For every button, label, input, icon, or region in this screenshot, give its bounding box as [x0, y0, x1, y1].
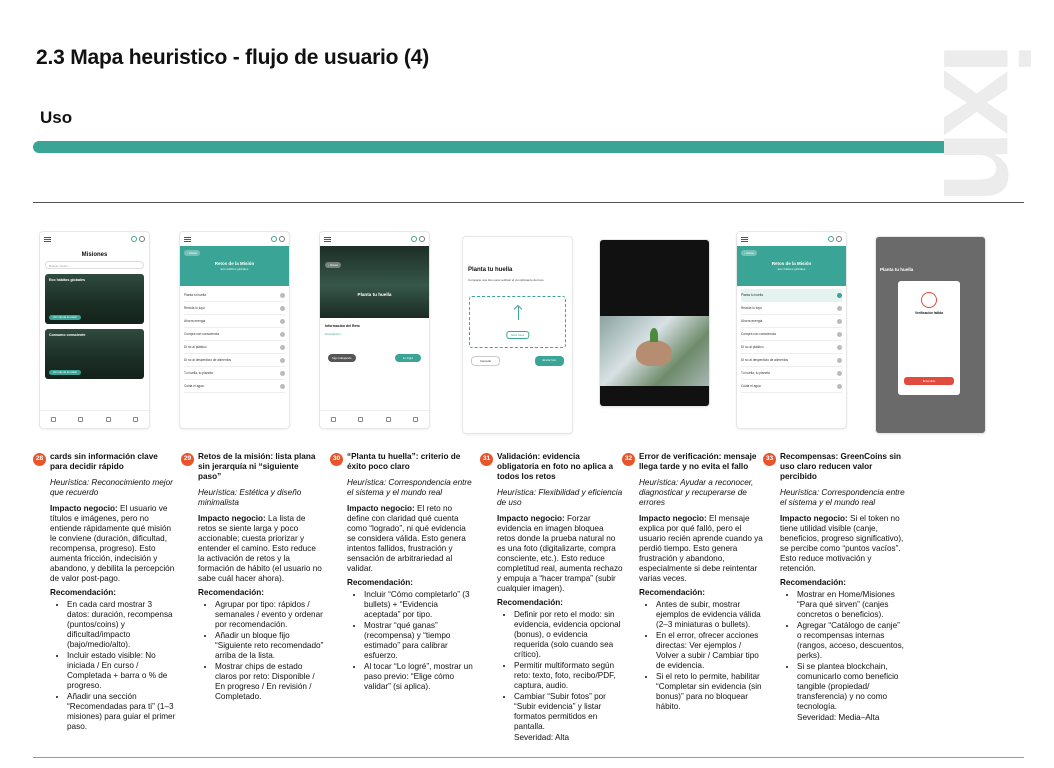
back-button[interactable]: ‹ Volver: [325, 262, 341, 268]
coin-icon[interactable]: [271, 236, 277, 242]
error-icon: [921, 292, 937, 308]
note-number: 32: [622, 453, 635, 466]
list-item[interactable]: Recicla lo tuyo: [741, 302, 842, 315]
status-icon: [280, 345, 285, 350]
home-icon[interactable]: [331, 417, 336, 422]
submit-photo-button[interactable]: Enviar foto: [535, 356, 564, 366]
note-31: 31 Validación: evidencia obligatoria en foto no aplica a todos los retos Heurística: Flexibilidad y eficiencia de uso Impacto negocio: Forzar evidencia en imagen bloquea retos donde la prueba natural no es una foto (digitalizarte, compra consciente, etc.). Esto reduce completitud real, aumenta rechazo y empuja a “hacer trampa” (subir cualquier imagen). Recomendación: • Definir por reto el modo: sin evidencia, evidencia opcional (bonus), o evidencia requerida (solo cuando sea crítico). • Permitir multiformato según reto: texto, foto, recibo/PDF, captura, audio. • Cambiar “Subir fotos” por “Subir evidencia” y listar formatos permitidos en pantalla. Severidad: Alta: [480, 452, 623, 743]
challenge-list: [180, 286, 289, 396]
status-icon: [280, 306, 285, 311]
profile-icon[interactable]: [133, 417, 138, 422]
bottom-nav: [40, 410, 149, 428]
list-item[interactable]: Compra con consciencia: [184, 328, 285, 341]
status-icon: [837, 306, 842, 311]
screen-subir-evidencia: Planta tu huella Comparte una foto para verificar el cumplimiento del reto Subir fotos Cancelar Enviar foto: [463, 237, 572, 433]
accent-bar: [33, 141, 991, 153]
profile-icon[interactable]: [279, 236, 285, 242]
section-label: Uso: [40, 108, 73, 127]
severity-label: Severidad: Media–Alta: [797, 713, 880, 722]
challenge-list: [737, 286, 846, 396]
status-icon: [280, 358, 285, 363]
list-item[interactable]: Planta tu huella: [741, 289, 842, 302]
upload-area[interactable]: [469, 296, 566, 348]
cancel-button[interactable]: Cancelar: [471, 356, 500, 366]
profile-icon[interactable]: [419, 236, 425, 242]
keep-working-button[interactable]: Sigo trabajando: [328, 354, 356, 362]
upload-arrow-icon: [518, 307, 519, 320]
screen-retos: [180, 232, 289, 428]
note-number: 31: [480, 453, 493, 466]
note-33: 33 Recompensas: GreenCoins sin uso claro reducen valor percibido Heurística: Correspondencia entre el sistema y el mundo real Impacto negocio: Si el token no tiene utilidad visible (canje, beneficios, progreso significativo), se percibe como “puntos vacíos”. Esto reduce motivación y retención. Recomendación: • Mostrar en Home/Misiones “Para qué sirven” (canjes concretos o beneficios). • Agregar “Catálogo de canje” o recompensas internas (rangos, acceso, descuentos, perks). • Si se plantea blockchain, comunicarlo como beneficio tangible (propiedad/ transferencia) y no como tecnología. Severidad: Media–Alta: [763, 452, 906, 723]
profile-icon[interactable]: [139, 236, 145, 242]
mission-header: ‹ Volver Retos de la Misión Eco hábitos globales: [737, 246, 846, 286]
status-icon: [837, 319, 842, 324]
check-icon: [837, 293, 842, 298]
coin-icon[interactable]: [411, 236, 417, 242]
divider-top: [33, 202, 1024, 203]
profile-icon[interactable]: [836, 236, 842, 242]
status-icon: [280, 319, 285, 324]
missions-icon[interactable]: [358, 417, 363, 422]
screen-reto-detalle: [320, 232, 429, 428]
menu-icon[interactable]: [184, 237, 191, 242]
status-icon: [280, 384, 285, 389]
list-item[interactable]: Di no al plástico: [184, 341, 285, 354]
screen-misiones: [40, 232, 149, 428]
note-number: 29: [181, 453, 194, 466]
mission-header: ‹ Volver Retos de la Misión Eco hábitos globales: [180, 246, 289, 286]
note-28: 28 cards sin información clave para decidir rápido Heurística: Reconocimiento mejor que recuerdo Impacto negocio: El usuario ve títulos e imágenes, pero no entiende rápidamente qué misión le conviene (duración, dificultad, recompensa, progreso). Esto aumenta fricción, indecisión y abandono, y debilita la percepción de valor post-pago. Recomendación: • En cada card mostrar 3 datos: duración, recompensa (puntos/coins) y dificultad/impacto (bajo/medio/alto). • Incluir estado visible: No iniciada / En curso / Completada + barra o % de progreso. • Añadir una sección “Recomendadas para ti” (1–3 misiones) para guiar el primer paso.: [33, 452, 176, 733]
screen-title: Misiones: [81, 252, 108, 258]
captured-photo: [600, 316, 709, 386]
list-item[interactable]: Cuida el agua: [741, 380, 842, 393]
status-icon: [280, 332, 285, 337]
coin-icon[interactable]: [131, 236, 137, 242]
list-item[interactable]: Recicla lo tuyo: [184, 302, 285, 315]
home-icon[interactable]: [51, 417, 56, 422]
list-item[interactable]: Compra con consciencia: [741, 328, 842, 341]
profile-icon[interactable]: [413, 417, 418, 422]
status-icon: [837, 358, 842, 363]
back-button[interactable]: ‹ Volver: [184, 250, 200, 256]
status-icon: [837, 332, 842, 337]
note-30: 30 “Planta tu huella”: criterio de éxito poco claro Heurística: Correspondencia entre el sistema y el mundo real Impacto negocio: El reto no define con claridad qué cuenta como “logrado”, ni qué evidencia se considera válida. Esto genera intentos fallidos, frustración y sensación de arbitrariedad al validar. Recomendación: • Incluir “Cómo completarlo” (3 bullets) + “Evidencia aceptada” por tipo. • Mostrar “qué ganas” (recompensa) y “tiempo estimado” para calibrar esfuerzo. • Al tocar “Lo logré”, mostrar un paso previo: “Elige cómo validar” (si aplica).: [330, 452, 473, 693]
brand-watermark: ixn: [918, 42, 1052, 198]
rewards-icon[interactable]: [106, 417, 111, 422]
upload-button[interactable]: Subir fotos: [506, 331, 529, 339]
screen-verificacion-fallida: Planta tu huella Verificación fallida Entendido: [876, 237, 985, 433]
list-item[interactable]: Di no al desperdicio de alimentos: [741, 354, 842, 367]
list-item[interactable]: Tu huella, tu planeta: [184, 367, 285, 380]
understood-button[interactable]: Entendido: [904, 377, 954, 385]
list-item[interactable]: Ahorra energía: [184, 315, 285, 328]
divider-bottom: [33, 757, 1024, 758]
mission-card-button[interactable]: Ver más de la misión: [49, 370, 81, 375]
note-32: 32 Error de verificación: mensaje llega tarde y no evita el fallo Heurística: Ayudar a reconocer, diagnosticar y recuperarse de errores Impacto negocio: El mensaje explica por qué falló, pero el usuario recién aprende cuando ya perdió tiempo. Esto genera frustración y abandono, especialmente si debe reintentar varias veces. Recomendación: • Antes de subir, mostrar ejemplos de evidencia válida (2–3 miniaturas o bullets). • En el error, ofrecer acciones directas: Ver ejemplos / Volver a subir / Cambiar tipo de evidencia. • Si el reto lo permite, habilitar “Completar sin evidencia (sin bonus)” para no bloquear hábito.: [622, 452, 765, 713]
bottom-nav: [320, 410, 429, 428]
search-input[interactable]: Buscar misión...: [45, 261, 144, 269]
screen-camara: [600, 240, 709, 406]
mission-card-button[interactable]: Ver más de la misión: [49, 315, 81, 320]
done-button[interactable]: Lo logré: [395, 354, 421, 362]
note-number: 30: [330, 453, 343, 466]
list-item[interactable]: Di no al desperdicio de alimentos: [184, 354, 285, 367]
menu-icon[interactable]: [44, 237, 51, 242]
page-title: 2.3 Mapa heuristico - flujo de usuario (4): [36, 46, 429, 69]
list-item[interactable]: Planta tu huella: [184, 289, 285, 302]
challenge-info: Información del Reto Descripción: [325, 324, 360, 336]
list-item[interactable]: Di no al plástico: [741, 341, 842, 354]
list-item[interactable]: Ahorra energía: [741, 315, 842, 328]
error-modal: Verificación fallida Entendido: [898, 281, 960, 395]
screen-title: Planta tu huella: [468, 267, 513, 273]
back-button[interactable]: ‹ Volver: [741, 250, 757, 256]
menu-icon[interactable]: [741, 237, 748, 242]
challenge-hero: ‹ Volver Planta tu huella: [320, 246, 429, 318]
mission-card[interactable]: Eco hábitos globales Ver más de la misión: [45, 274, 144, 324]
status-icon: [837, 345, 842, 350]
status-icon: [837, 384, 842, 389]
status-icon: [280, 293, 285, 298]
rewards-icon[interactable]: [386, 417, 391, 422]
menu-icon[interactable]: [324, 237, 331, 242]
status-icon: [280, 371, 285, 376]
note-number: 28: [33, 453, 46, 466]
severity-label: Severidad: Alta: [514, 733, 570, 742]
screen-retos-completado: [737, 232, 846, 428]
list-item[interactable]: Cuida el agua: [184, 380, 285, 393]
mission-card[interactable]: Consumo consciente Ver más de la misión: [45, 329, 144, 379]
status-icon: [837, 371, 842, 376]
missions-icon[interactable]: [78, 417, 83, 422]
coin-icon[interactable]: [828, 236, 834, 242]
note-number: 33: [763, 453, 776, 466]
list-item[interactable]: Tu huella, tu planeta: [741, 367, 842, 380]
note-29: 29 Retos de la misión: lista plana sin jerarquía ni “siguiente paso” Heurística: Estética y diseño minimalista Impacto negocio: La lista de retos se siente larga y poco accionable; cuesta priorizar y entender el camino. Esto reduce la activación de retos y la formación de hábito (el usuario no sabe cuál hacer ahora). Recomendación: • Agrupar por tipo: rápidos / semanales / evento y ordenar por recomendación. • Añadir un bloque fijo “Siguiente reto recomendado” arriba de la lista. • Mostrar chips de estado claros por reto: Disponible / En progreso / En revisión / Completado.: [181, 452, 324, 703]
